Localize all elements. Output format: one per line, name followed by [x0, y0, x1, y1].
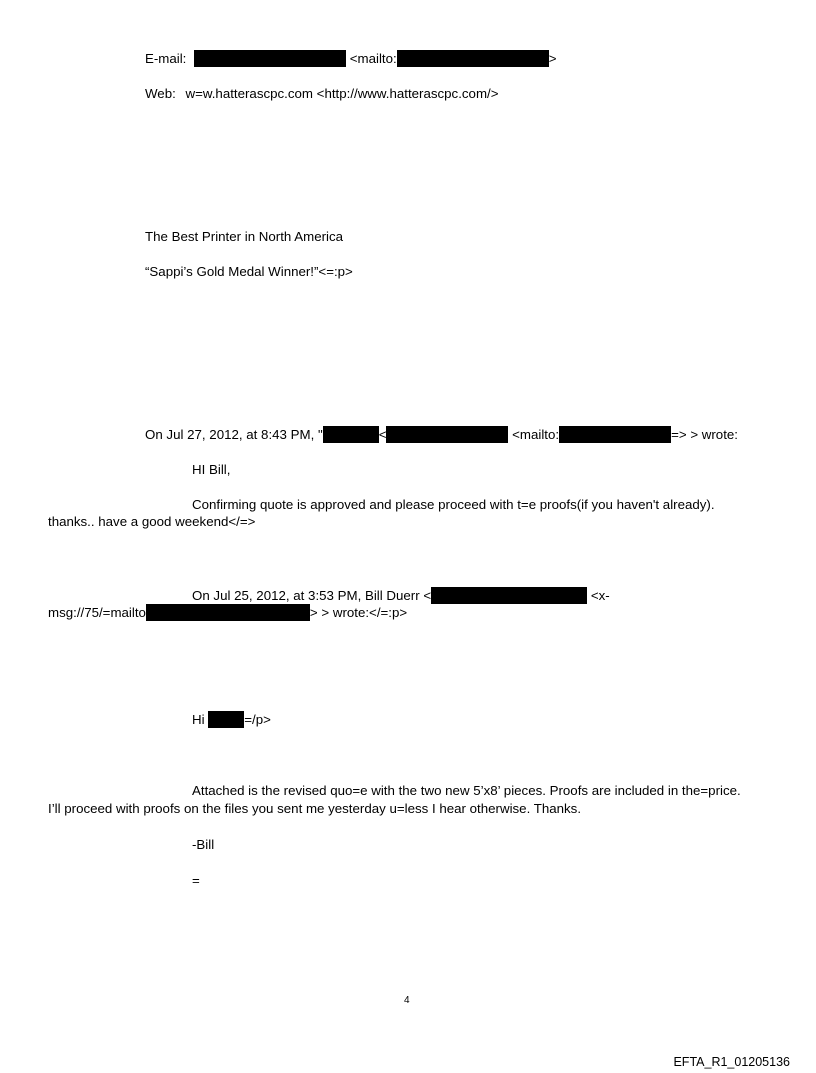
- redaction-box: [559, 426, 671, 443]
- reply2-trailing: =: [192, 873, 200, 888]
- reply1-header-prefix: On Jul 27, 2012, at 8:43 PM, ": [145, 427, 323, 442]
- reply2-greeting: [192, 711, 271, 728]
- reply1-mailto: <mailto:: [512, 427, 560, 442]
- reply2-header-line2-suffix: > > wrote:</=:p>: [309, 605, 408, 620]
- reply2-header-mid: <x-: [590, 588, 610, 603]
- email-label: E-mail:: [145, 51, 187, 66]
- signature-tagline: The Best Printer in North America: [145, 229, 344, 244]
- reply2-body-line2: I’ll proceed with proofs on the files you sent me yesterday u=less I hear otherwise. Thanks.: [48, 801, 582, 816]
- signature-award: “Sappi’s Gold Medal Winner!”<=:p>: [145, 264, 353, 279]
- reply1-body-line2: thanks.. have a good weekend</=>: [48, 514, 256, 529]
- reply1-header: [145, 426, 738, 443]
- reply2-body-line1: Attached is the revised quo=e with the two new 5’x8’ pieces. Proofs are included in the=price.: [192, 783, 741, 798]
- page-number: 4: [404, 995, 410, 1006]
- reply2-header-line2-prefix: msg://75/=mailto: [48, 605, 146, 620]
- reply1-greeting: HI Bill,: [192, 462, 231, 477]
- redaction-box: [386, 426, 508, 443]
- reply2-header-line2: [48, 604, 407, 621]
- redaction-box: [397, 50, 549, 67]
- reply1-lt: <: [378, 427, 387, 442]
- redaction-box: [431, 587, 587, 604]
- mailto-prefix: <mailto:: [349, 51, 397, 66]
- mailto-suffix: >: [548, 51, 557, 66]
- redaction-box: [194, 50, 346, 67]
- reply2-header-prefix: On Jul 25, 2012, at 3:53 PM, Bill Duerr <: [192, 588, 432, 603]
- document-id-footer: EFTA_R1_01205136: [673, 1055, 790, 1069]
- email-line: [145, 50, 556, 67]
- web-line: [145, 86, 498, 102]
- reply2-greeting-suffix: =/p>: [244, 712, 271, 727]
- reply1-body-line1: Confirming quote is approved and please proceed with t=e proofs(if you haven't already).: [192, 497, 715, 512]
- reply2-header-line1: [192, 587, 610, 604]
- reply2-signoff: -Bill: [192, 837, 215, 852]
- reply1-header-suffix: => > wrote:: [671, 427, 738, 442]
- web-label: Web:: [145, 86, 176, 101]
- redaction-box: [208, 711, 244, 728]
- web-link[interactable]: w=w.hatterascpc.com <http://www.hatterascpc.com/>: [185, 86, 499, 101]
- redaction-box: [323, 426, 379, 443]
- redaction-box: [146, 604, 310, 621]
- reply2-greeting-prefix: Hi: [192, 712, 205, 727]
